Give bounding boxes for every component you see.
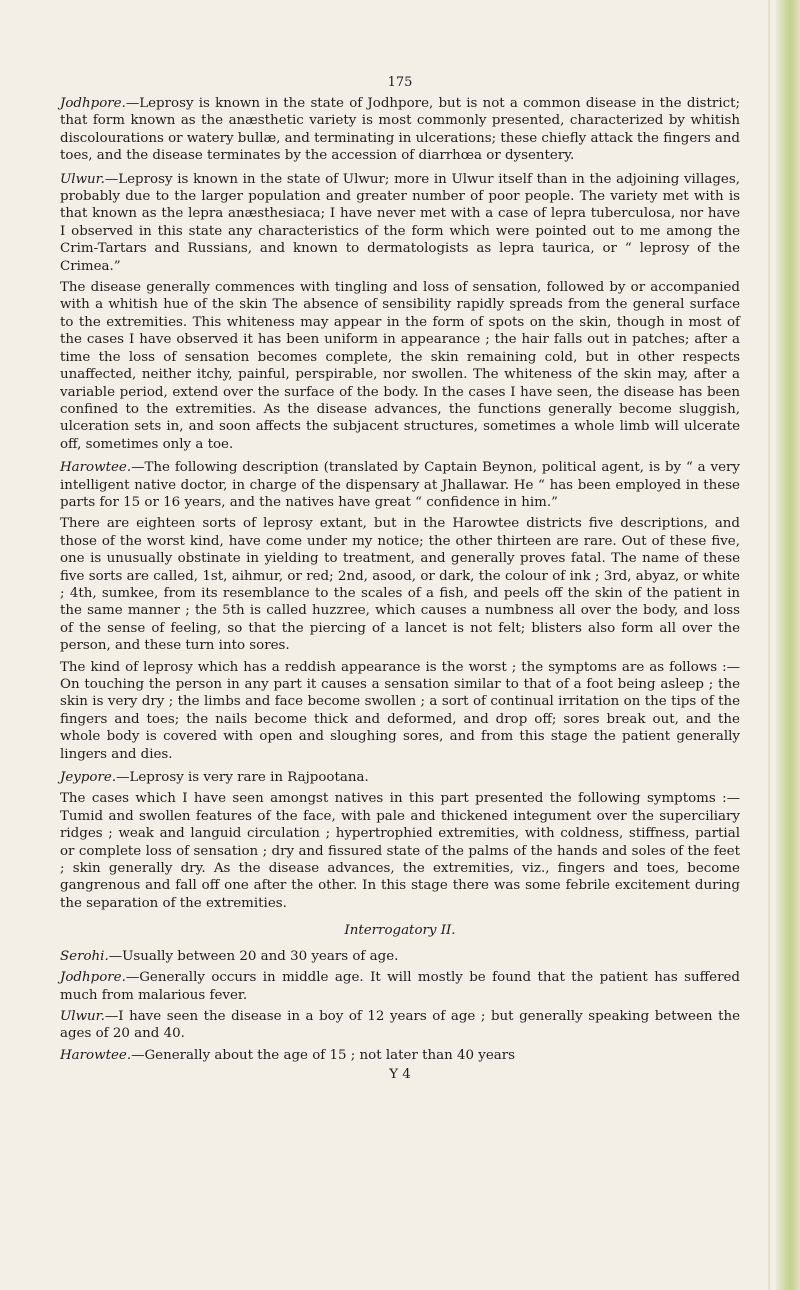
paragraph-text: —Leprosy is very rare in Rajpootana. [116,770,369,786]
binding-edge [776,0,800,1290]
paragraph-text: —Leprosy is known in the state of Ulwur; more in Ulwur itself than in the adjoining villages, probably due to the larger population and greater number of poor people. The variety met with is that known as the lepra anæsthesiaca; I have never met with a case of lepra tuberculosa, nor have I observed in this state any characteristics of the form which were pointed out to me among the Crim-Tartars and Russians, and known to dermatologists as lepra taurica, or “ leprosy of the Crimea.” [60,171,740,274]
answer-text: —Usually between 20 and 30 years of age. [108,948,399,964]
place-name: Jeypore. [60,770,117,786]
page-fold-line [768,0,770,1290]
paragraph-text: There are eighteen sorts of leprosy extant, but in the Harowtee districts five descriptions, and those of the worst kind, have come under my notice; the other thirteen are rare. Out of these five, one is unusually obstinate in yielding to treatment, and generally proves fatal. The name of these five sorts are called, 1st, aihmur, or red; 2nd, asood, or dark, the colour of ink ; 3rd, abyaz, or white ; 4th, sumkee, from its resemblance to the scales of a fish, and peels off the skin of the patient in the same manner ; the 5th is called huzzree, which causes a numbness all over the body, and loss of the sense of feeling, so that the piercing of a lancet is not felt; blisters also form all over the person, and these turn into sores. [60,516,740,654]
place-name: Harowtee. [60,460,132,476]
answer-serohi [60,948,740,965]
paragraph-text: The cases which I have seen amongst natives in this part presented the following symptoms :—Tumid and swollen features of the face, with pale and thickened integument over the superciliary ridges ; weak and languid circulation ; hypertrophied extremities, with coldness, stiffness, partial or complete loss of sensation ; dry and fissured state of the palms of the hands and soles of the feet ; skin generally dry. As the disease advances, the extremities, viz., fingers and toes, become gangrenous and fall off one after the other. In this stage there was some febrile excitement during the separation of the extremities. [60,791,740,911]
paragraph-ulwur [60,171,740,275]
paragraph-ulwur-continued [60,279,740,453]
place-name: Jodhpore. [60,970,126,986]
place-name: Ulwur. [60,171,105,187]
paragraph-text: The disease generally commences with tingling and loss of sensation, followed by or accompanied with a whitish hue of the skin The absence of sensibility rapidly spreads from the general surface to the extremities. This whiteness may appear in the form of spots on the skin, though in most of the cases I have observed it has been uniform in appearance ; the hair falls out in patches; after a time the loss of sensation becomes complete, the skin remaining cold, but in other respects unaffected, neither itchy, painful, perspirable, nor swollen. The whiteness of the skin may, after a variable period, extend over the surface of the body. In the cases I have seen, the disease has been confined to the extremities. As the disease advances, the functions generally become sluggish, ulceration sets in, and soon affects the subjacent structures, sometimes a whole limb will ulcerate off, sometimes only a toe. [60,280,740,452]
place-name: Jodhpore. [60,96,126,111]
place-name: Ulwur. [60,1008,105,1024]
signature-mark: Y 4 [389,1067,411,1083]
answer-text: —I have seen the disease in a boy of 12 years of age ; but generally speaking between the ages of 20 and 40. [60,1008,740,1042]
paragraph-harowtee-sorts [60,515,740,654]
paragraph-jeypore [60,769,740,786]
body-text [60,95,740,1084]
place-name: Serohi. [60,948,109,964]
answer-ulwur [60,1008,740,1043]
paragraph-jodhpore [60,95,740,165]
place-name: Harowtee. [60,1047,132,1063]
page-number: 175 [387,75,413,90]
paragraph-text: —The following description (translated by Captain Beynon, political agent, is by “ a very intelligent native doctor, in charge of the dispensary at Jhallawar. He “ has been employed in these parts for 15 or 16 years, and the natives have great “ confidence in him.” [60,460,740,510]
paragraph-harowtee-symptoms [60,659,740,763]
answer-harowtee [60,1047,740,1064]
section-heading: Interrogatory II. [344,923,456,939]
answer-text: —Generally about the age of 15 ; not later than 40 years [131,1047,516,1063]
answer-jodhpore [60,969,740,1004]
paragraph-jeypore-cases [60,790,740,912]
paragraph-text: The kind of leprosy which has a reddish appearance is the worst ; the symptoms are as follows :—On touching the person in any part it causes a sensation similar to that of a foot being asleep ; the skin is very dry ; the limbs and face become swollen ; a sort of continual irritation on the tips of the fingers and toes; the nails become thick and deformed, and drop off; sores break out, and the whole body is covered with open and sloughing sores, and from this stage the patient generally lingers and dies. [60,659,740,762]
paragraph-text: —Leprosy is known in the state of Jodhpore, but is not a common disease in the district; that form known as the anæsthetic variety is most commonly presented, characterized by whitish discolourations or watery bullæ, and terminating in ulcerations; these chiefly attack the fingers and toes, and the disease terminates by the accession of diarrhœa or dysentery. [60,96,740,164]
answer-text: —Generally occurs in middle age. It will mostly be found that the patient has suffered much from malarious fever. [60,970,740,1003]
paragraph-harowtee [60,459,740,511]
